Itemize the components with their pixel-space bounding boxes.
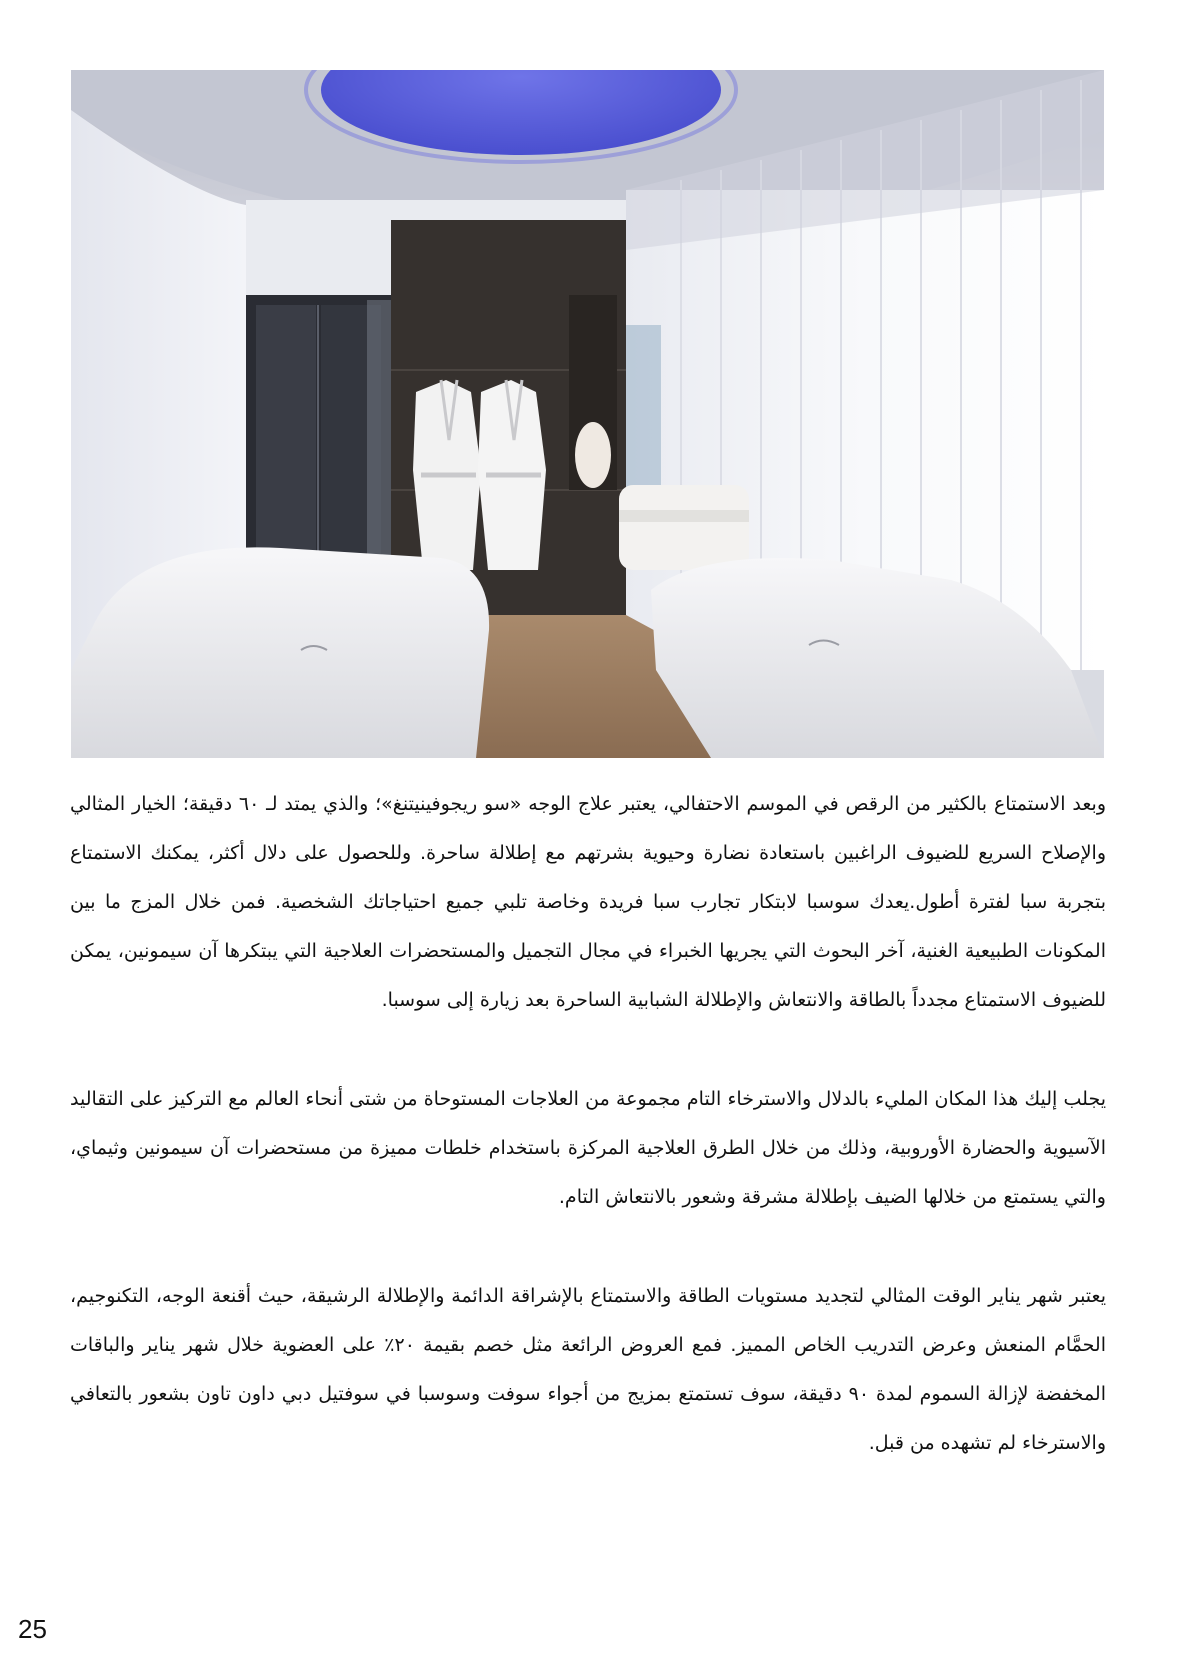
article-paragraph-3: يعتبر شهر يناير الوقت المثالي لتجديد مستويات الطاقة والاستمتاع بالإشراقة الدائمة والإطلالة الرشيقة، حيث أقنعة الوجه، التكنوجيم، الحمَّام المنعش وعرض التدريب الخاص المميز. فمع العروض الرائعة مثل خصم بقيمة ٢٠٪ على العضوية خلال شهر يناير والباقات المخفضة لإزالة السموم لمدة ٩٠ دقيقة، سوف تستمتع بمزيج من أجواء سوفت وسوسبا في سوفتيل دبي داون تاون بشعور بالتعافي والاسترخاء لم تشهده من قبل. <box>70 1285 1106 1454</box>
page-number: 25 <box>18 1614 47 1644</box>
article-paragraph-1: وبعد الاستمتاع بالكثير من الرقص في الموسم الاحتفالي، يعتبر علاج الوجه «سو ريجوفينيتنغ»؛ والذي يمتد لـ ٦٠ دقيقة؛ الخيار المثالي والإصلاح السريع للضيوف الراغبين باستعادة نضارة وحيوية بشرتهم مع إطلالة ساحرة. وللحصول على دلال أكثر، يمكنك الاستمتاع بتجربة سبا لفترة أطول.يعدك سوسبا لابتكار تجارب سبا فريدة وخاصة تلبي جميع احتياجاتك الشخصية. فمن خلال المزج ما بين المكونات الطبيعية الغنية، آخر البحوث التي يجريها الخبراء في مجال التجميل والمستحضرات العلاجية التي يبتكرها آن سيمونين، يمكن للضيوف الاستمتاع مجدداً بالطاقة والانتعاش والإطلالة الشبابية الساحرة بعد زيارة إلى سوسبا. <box>70 793 1107 1011</box>
spa-room-illustration <box>71 70 1104 758</box>
spa-room-photo <box>71 70 1104 758</box>
article-body <box>70 780 1106 1468</box>
article-paragraph-2: يجلب إليك هذا المكان المليء بالدلال والاسترخاء التام مجموعة من العلاجات المستوحاة من شتى أنحاء العالم مع التركيز على التقاليد الآسيوية والحضارة الأوروبية، وذلك من خلال الطرق العلاجية المركزة باستخدام خلطات مميزة من مستحضرات آن سيمونين وثيماي، والتي يستمتع من خلالها الضيف بإطلالة مشرقة وشعور بالانتعاش التام. <box>70 1088 1106 1208</box>
